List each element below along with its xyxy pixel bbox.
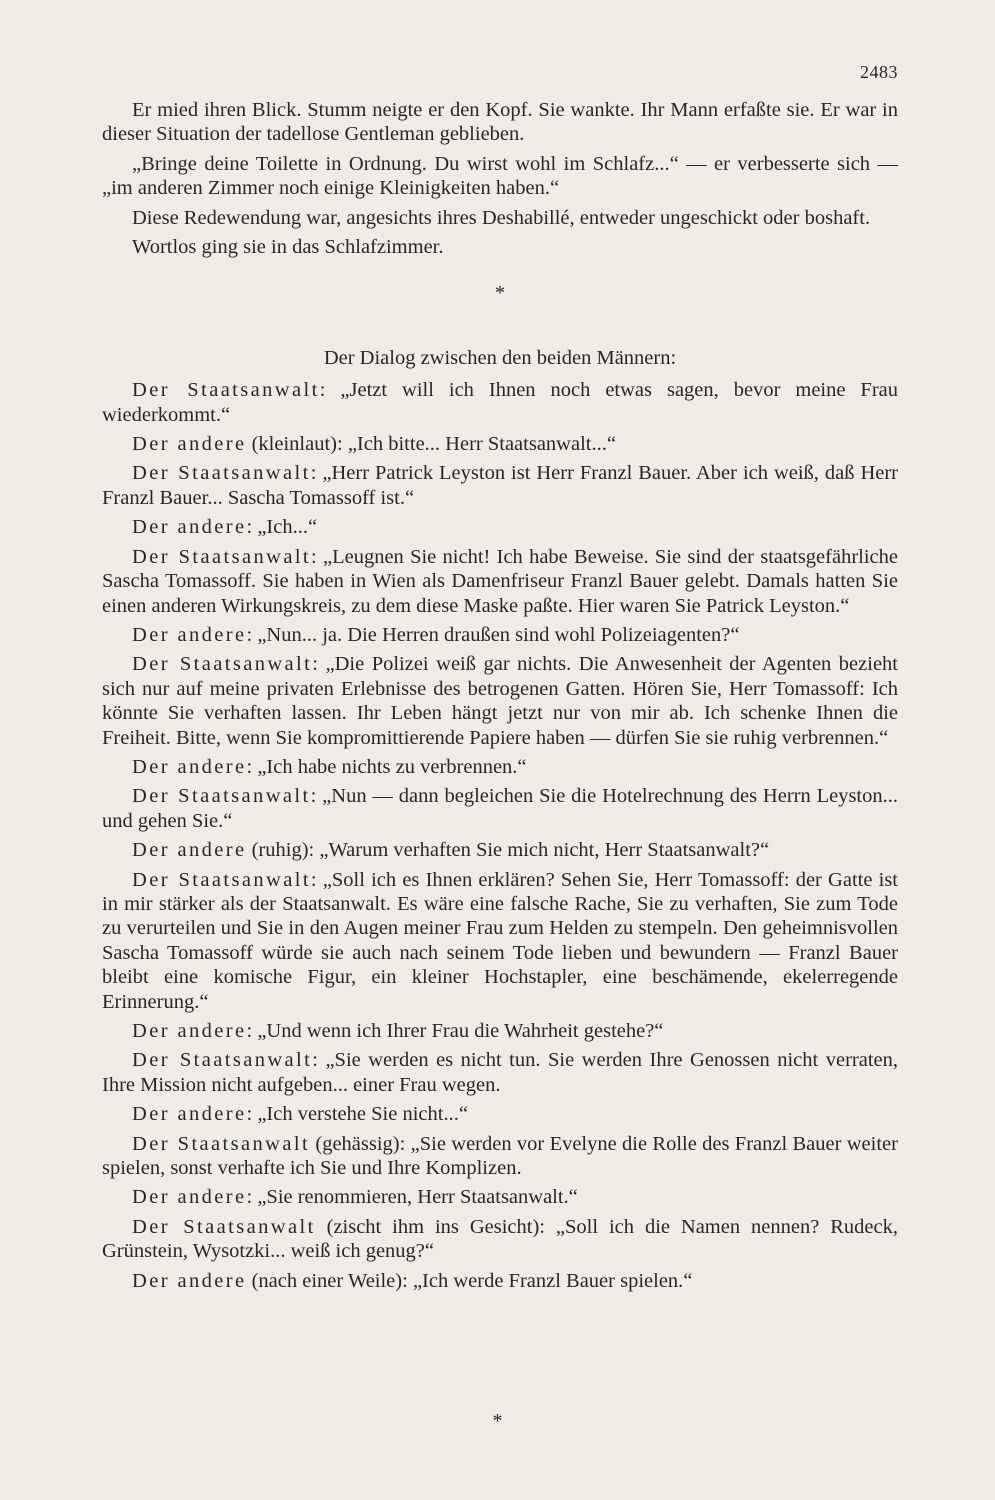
dialog-line: Der Staatsanwalt: „Nun — dann begleichen Sie die Hotelrechnung des Herrn Leyston... und gehen Sie.“ <box>102 785 899 832</box>
dialog-section <box>102 378 898 1293</box>
dialog-line: Der andere: „Sie renommieren, Herr Staatsanwalt.“ <box>132 1186 578 1209</box>
intro-paragraph: Wortlos ging sie in das Schlafzimmer. <box>132 236 444 259</box>
dialog-text: „Ich werde Franzl Bauer spielen.“ <box>412 1269 693 1292</box>
dialog-text: „Soll ich es Ihnen erklären? Sehen Sie, Herr Tomassoff: der Gatte ist in mir stärker als der Staatsanwalt. Es wäre eine falsche Rache, Sie zu verhaften, Sie zum Tode zu verurteilen und Sie in den Augen meiner Frau zum Helden zu stempeln. Den geheimnisvollen Sascha Tomassoff würde sie auch nach seinem Tode lieben und bewundern — Franzl Bauer bleibt eine komische Figur, ein kleiner Hochstapler, eine beschämende, ekelerregende Erinnerung.“ <box>102 868 898 1013</box>
dialog-line: Der Staatsanwalt: „Sie werden es nicht tun. Sie werden Ihre Genossen nicht verraten, Ihre Mission nicht aufgeben... einer Frau wegen. <box>102 1049 898 1096</box>
speaker-name: Der Staatsanwalt <box>132 1215 316 1238</box>
speaker-name: Der andere <box>132 623 247 646</box>
dialog-line: Der andere: „Und wenn ich Ihrer Frau die Wahrheit gestehe?“ <box>132 1020 664 1042</box>
intro-paragraph: „Bringe deine Toilette in Ordnung. Du wirst wohl im Schlafz...“ — er verbesserte sich — „im anderen Zimmer noch einige Kleinigkeiten haben.“ <box>102 152 898 200</box>
speaker-name: Der andere <box>132 1103 247 1126</box>
intro-paragraph: Er mied ihren Blick. Stumm neigte er den Kopf. Sie wankte. Ihr Mann erfaßte sie. Er war in dieser Situation der tadellose Gentleman geblieben. <box>102 99 898 146</box>
stage-direction: (kleinlaut) <box>246 433 337 456</box>
dialog-line: Der Staatsanwalt: „Soll ich es Ihnen erklären? Sehen Sie, Herr Tomassoff: der Gatte ist in mir stärker als der Staatsanwalt. Es wäre eine falsche Rache, Sie zu verhaften, Sie zum Tode zu verurteilen und Sie in den Augen meiner Frau zum Helden zu stempeln. Den geheimnisvollen Sascha Tomassoff würde sie auch nach seinem Tode lieben und bewundern — Franzl Bauer bleibt eine komische Figur, ein kleiner Hochstapler, eine beschämende, ekelerregende Erinnerung.“ <box>102 868 898 1013</box>
dialog-text: „Ich bitte... Herr Staatsanwalt...“ <box>347 433 616 456</box>
dialog-text: „Sie werden es nicht tun. Sie werden Ihre Genossen nicht verraten, Ihre Mission nicht aufgeben... einer Frau wegen. <box>102 1049 898 1096</box>
stage-direction: (zischt ihm ins Gesicht) <box>315 1215 540 1238</box>
speaker-name: Der Staatsanwalt <box>132 653 313 676</box>
stage-direction: (ruhig) <box>246 839 309 862</box>
dialog-line: Der Staatsanwalt: „Herr Patrick Leyston ist Herr Franzl Bauer. Aber ich weiß, daß Herr Franzl Bauer... Sascha Tomassoff ist.“ <box>102 462 899 509</box>
speaker-name: Der andere <box>132 1020 247 1042</box>
dialog-text: „Ich...“ <box>257 516 318 539</box>
dialog-line: Der andere: „Nun... ja. Die Herren draußen sind wohl Polizeiagenten?“ <box>132 623 740 646</box>
body-text <box>102 98 898 1298</box>
dialog-text: „Sie werden vor Evelyne die Rolle des Franzl Bauer weiter spielen, sonst verhafte ich Sie und Ihre Komplizen. <box>102 1132 898 1180</box>
dialog-line: Der andere (nach einer Weile): „Ich werde Franzl Bauer spielen.“ <box>132 1269 693 1292</box>
speaker-name: Der Staatsanwalt <box>132 1132 311 1155</box>
dialog-text: „Ich habe nichts zu verbrennen.“ <box>257 755 527 778</box>
dialog-line: Der Staatsanwalt (zischt ihm ins Gesicht): „Soll ich die Namen nennen? Rudeck, Grünstein, Wysotzki... weiß ich genug?“ <box>102 1215 898 1263</box>
page-number: 2483 <box>860 62 898 82</box>
dialog-line: Der andere: „Ich habe nichts zu verbrennen.“ <box>132 755 527 778</box>
dialog-text: „Soll ich die Namen nennen? Rudeck, Grünstein, Wysotzki... weiß ich genug?“ <box>102 1215 898 1263</box>
speaker-name: Der andere <box>132 1269 247 1292</box>
speaker-name: Der andere <box>132 433 247 456</box>
speaker-name: Der Staatsanwalt <box>132 545 312 568</box>
section-separator-end: * <box>492 1410 503 1432</box>
speaker-name: Der Staatsanwalt <box>132 1049 313 1072</box>
speaker-name: Der andere <box>132 755 247 778</box>
dialog-heading: Der Dialog zwischen den beiden Männern: <box>323 346 677 369</box>
dialog-text: „Warum verhaften Sie mich nicht, Herr Staatsanwalt?“ <box>319 839 770 862</box>
dialog-line: Der Staatsanwalt: „Die Polizei weiß gar nichts. Die Anwesenheit der Agenten bezieht sich nur auf meine privaten Erlebnisse des betrogenen Gatten. Hören Sie, Herr Tomassoff: Ich könnte Sie verhaften lassen. Ihr Leben hängt jetzt nur von mir ab. Ich schenke Ihnen die Freiheit. Bitte, wenn Sie kompromittierende Papiere haben — dürfen Sie sie ruhig verbrennen.“ <box>102 653 898 749</box>
speaker-name: Der andere <box>132 1186 247 1209</box>
dialog-text: „Herr Patrick Leyston ist Herr Franzl Bauer. Aber ich weiß, daß Herr Franzl Bauer... Sascha Tomassoff ist.“ <box>102 462 899 509</box>
intro-paragraph: Diese Redewendung war, angesichts ihres Deshabillé, entweder ungeschickt oder boshaft. <box>132 206 871 229</box>
dialog-line: Der andere (kleinlaut): „Ich bitte... Herr Staatsanwalt...“ <box>132 433 616 456</box>
dialog-text: „Sie renommieren, Herr Staatsanwalt.“ <box>257 1186 578 1209</box>
stage-direction: (gehässig) <box>310 1132 400 1155</box>
dialog-line: Der andere: „Ich...“ <box>132 516 318 539</box>
dialog-text: „Die Polizei weiß gar nichts. Die Anwesenheit der Agenten bezieht sich nur auf meine privaten Erlebnisse des betrogenen Gatten. Hören Sie, Herr Tomassoff: Ich könnte Sie verhaften lassen. Ihr Leben hängt jetzt nur von mir ab. Ich schenke Ihnen die Freiheit. Bitte, wenn Sie kompromittierende Papiere haben — dürfen Sie sie ruhig verbrennen.“ <box>102 653 898 749</box>
dialog-text: „Nun... ja. Die Herren draußen sind wohl Polizeiagenten?“ <box>257 623 740 646</box>
speaker-name: Der andere <box>132 516 247 539</box>
dialog-text: „Leugnen Sie nicht! Ich habe Beweise. Sie sind der staatsgefährliche Sascha Tomassoff. Sie haben in Wien als Damenfriseur Franzl Bauer gelebt. Damals hatten Sie einen anderen Wirkungskreis, zu dem diese Maske paßte. Hier waren Sie Patrick Leyston.“ <box>102 545 898 617</box>
speaker-name: Der Staatsanwalt <box>132 868 311 891</box>
speaker-name: Der andere <box>132 839 247 862</box>
dialog-line: Der Staatsanwalt: „Jetzt will ich Ihnen noch etwas sagen, bevor meine Frau wiederkommt.“ <box>102 379 899 426</box>
speaker-name: Der Staatsanwalt <box>132 462 311 485</box>
section-separator: * <box>495 282 505 305</box>
dialog-line: Der andere: „Ich verstehe Sie nicht...“ <box>132 1103 468 1126</box>
dialog-line: Der andere (ruhig): „Warum verhaften Sie mich nicht, Herr Staatsanwalt?“ <box>132 839 770 862</box>
speaker-name: Der Staatsanwalt <box>132 785 311 808</box>
dialog-text: „Ich verstehe Sie nicht...“ <box>257 1103 468 1126</box>
stage-direction: (nach einer Weile) <box>246 1269 403 1292</box>
speaker-name: Der Staatsanwalt <box>132 379 320 402</box>
dialog-line: Der Staatsanwalt: „Leugnen Sie nicht! Ich habe Beweise. Sie sind der staatsgefährliche Sascha Tomassoff. Sie haben in Wien als Damenfriseur Franzl Bauer gelebt. Damals hatten Sie einen anderen Wirkungskreis, zu dem diese Maske paßte. Hier waren Sie Patrick Leyston.“ <box>102 545 898 617</box>
dialog-text: „Und wenn ich Ihrer Frau die Wahrheit gestehe?“ <box>257 1020 664 1042</box>
dialog-text: „Nun — dann begleichen Sie die Hotelrechnung des Herrn Leyston... und gehen Sie.“ <box>102 785 899 832</box>
dialog-text: „Jetzt will ich Ihnen noch etwas sagen, bevor meine Frau wiederkommt.“ <box>102 379 899 426</box>
dialog-line: Der Staatsanwalt (gehässig): „Sie werden vor Evelyne die Rolle des Franzl Bauer weiter spielen, sonst verhafte ich Sie und Ihre Komplizen. <box>102 1132 898 1180</box>
